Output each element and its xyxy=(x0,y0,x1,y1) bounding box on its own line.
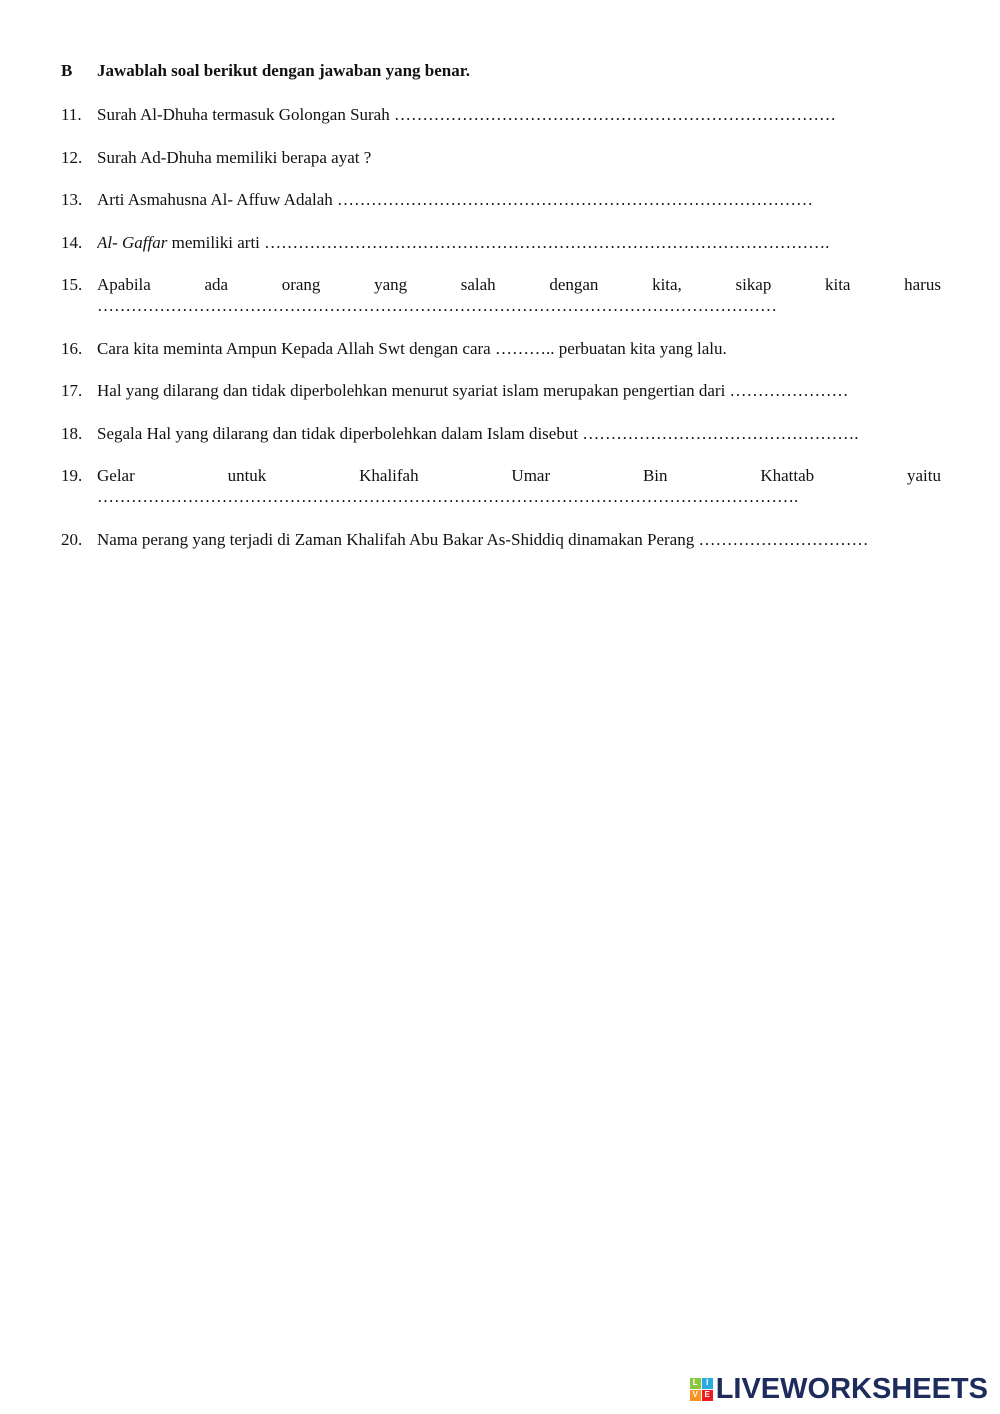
question-text: Hal yang dilarang dan tidak diperbolehkan menurut syariat islam merupakan pengertian dari ………………… xyxy=(97,381,849,400)
question-15 xyxy=(61,274,941,316)
word: dengan xyxy=(549,275,599,294)
section-letter: B xyxy=(61,61,73,80)
question-16 xyxy=(61,338,941,359)
question-18 xyxy=(61,423,941,444)
question-number: 11. xyxy=(61,105,82,124)
word: Umar xyxy=(511,466,551,485)
question-number: 13. xyxy=(61,190,83,209)
question-19 xyxy=(61,465,941,507)
question-14 xyxy=(61,232,941,253)
justified-line xyxy=(97,274,941,295)
logo-mark-e: E xyxy=(702,1390,713,1401)
word: yaitu xyxy=(906,466,941,485)
word: Khalifah xyxy=(359,466,419,485)
question-number: 16. xyxy=(61,339,83,358)
section-title: Jawablah soal berikut dengan jawaban yang benar. xyxy=(97,61,470,80)
question-number: 20. xyxy=(61,530,83,549)
section-header xyxy=(61,61,941,81)
question-italic-term: Al- Gaffar xyxy=(97,233,168,252)
question-number: 12. xyxy=(61,148,83,167)
word: Bin xyxy=(642,466,668,485)
question-12 xyxy=(61,147,941,168)
word: kita, xyxy=(652,275,682,294)
word: Apabila xyxy=(97,275,151,294)
word: untuk xyxy=(227,466,267,485)
logo-mark-i: I xyxy=(702,1378,713,1389)
question-text: Segala Hal yang dilarang dan tidak diperbolehkan dalam Islam disebut …………………………………………. xyxy=(97,424,859,443)
answer-dots: ………………………………………………………………………………………………………… xyxy=(97,296,777,315)
word: sikap xyxy=(735,275,772,294)
question-text-rest: memiliki arti ………………………………………………………………………………………. xyxy=(167,233,830,252)
question-text xyxy=(97,232,941,253)
word: Gelar xyxy=(97,466,135,485)
word: harus xyxy=(904,275,941,294)
answer-dots: ……………………………………………………………………………………………………………. xyxy=(97,487,799,506)
question-number: 17. xyxy=(61,381,83,400)
word: Khattab xyxy=(760,466,815,485)
question-text xyxy=(97,274,941,316)
word: yang xyxy=(374,275,408,294)
question-20 xyxy=(61,529,941,550)
question-text: Nama perang yang terjadi di Zaman Khalifah Abu Bakar As-Shiddiq dinamakan Perang ………………………… xyxy=(97,530,869,549)
question-17 xyxy=(61,380,941,401)
question-11 xyxy=(61,104,941,125)
question-number: 15. xyxy=(61,275,83,294)
question-text xyxy=(97,465,941,507)
word: kita xyxy=(824,275,851,294)
question-text: Surah Al-Dhuha termasuk Golongan Surah …………………………………………………………………… xyxy=(97,105,836,124)
question-13 xyxy=(61,189,941,210)
question-text: Cara kita meminta Ampun Kepada Allah Swt dengan cara ……….. perbuatan kita yang lalu. xyxy=(97,339,727,358)
liveworksheets-logo xyxy=(690,1374,988,1404)
word: salah xyxy=(460,275,496,294)
question-number: 18. xyxy=(61,424,83,443)
logo-mark-v: V xyxy=(690,1390,701,1401)
logo-text: LIVEWORKSHEETS xyxy=(715,1372,988,1405)
question-number: 19. xyxy=(61,466,83,485)
logo-mark-icon xyxy=(690,1378,713,1401)
justified-line xyxy=(97,465,941,486)
word: orang xyxy=(281,275,321,294)
question-number: 14. xyxy=(61,233,83,252)
word: ada xyxy=(204,275,229,294)
question-text: Arti Asmahusna Al- Affuw Adalah ………………………………………………………………………… xyxy=(97,190,814,209)
question-text: Surah Ad-Dhuha memiliki berapa ayat ? xyxy=(97,148,372,167)
logo-mark-l: L xyxy=(690,1378,701,1389)
